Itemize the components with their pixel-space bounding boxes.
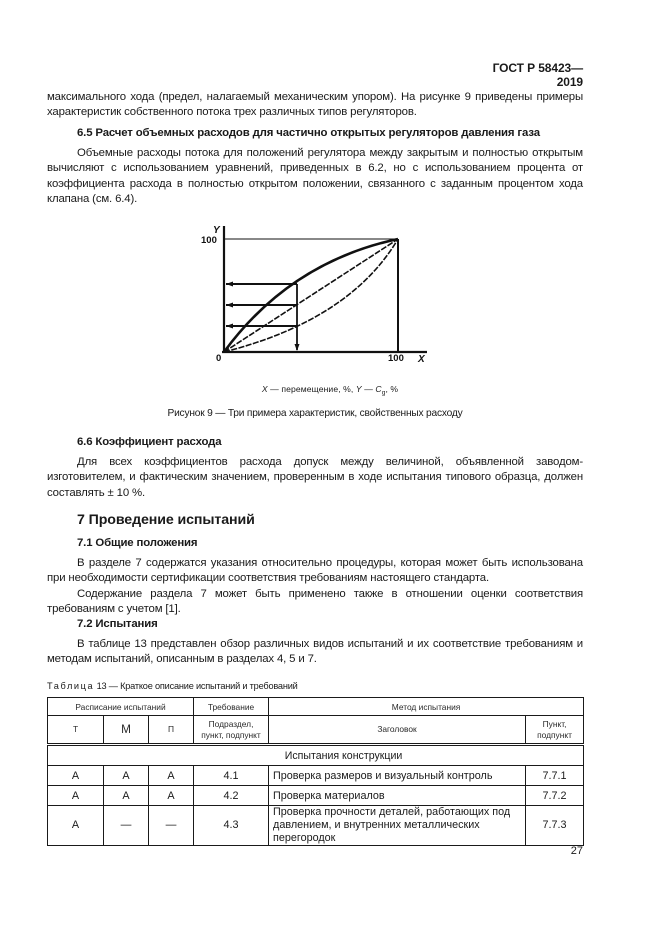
- table-title: [47, 681, 298, 691]
- heading-7: 7 Проведение испытаний: [77, 512, 255, 528]
- header-col-title: Заголовок: [269, 716, 526, 745]
- document-code: ГОСТ Р 58423—2019: [492, 61, 583, 89]
- header-col-subsection: Подраздел, пункт, подпункт: [194, 716, 269, 745]
- paragraph-6-5: Объемные расходы потока для положений регулятора между закрытым и полностью открытым вычисляют с использованием уравнений, приведенных в 6.2, но с использованием процента от коэффициента расхода в полностью открытом положении, связанного с заданным процентом хода клапана (см. 6.4).: [47, 147, 583, 206]
- cell-m: А: [104, 766, 149, 786]
- cell-p: —: [149, 806, 194, 846]
- paragraph-6-6: Для всех коэффициентов расхода допуск между величиной, объявленной заводом-изготовителем, и фактическим значением, проверенным в ходе испытания типового образца, должен составлять ± 10 %.: [47, 456, 583, 499]
- cell-requirement: 4.2: [194, 786, 269, 806]
- cell-clause: 7.7.1: [526, 766, 584, 786]
- table-title-prefix: Таблица: [47, 681, 95, 691]
- y-tick-100: 100: [201, 235, 217, 246]
- figure-caption: Рисунок 9 — Три примера характеристик, свойственных расходу: [167, 408, 463, 419]
- table-title-text: 13 — Краткое описание испытаний и требований: [94, 681, 298, 691]
- cell-p: А: [149, 786, 194, 806]
- header-schedule: Расписание испытаний: [48, 698, 194, 716]
- cell-clause: 7.7.2: [526, 786, 584, 806]
- x-tick-100: 100: [388, 353, 404, 364]
- heading-6-5: 6.5 Расчет объемных расходов для частично открытых регуляторов давления газа: [77, 127, 540, 139]
- origin-tick: 0: [216, 353, 222, 364]
- table-row: [48, 786, 584, 806]
- cell-m: —: [104, 806, 149, 846]
- header-col-m: М: [104, 716, 149, 745]
- table-row: [48, 766, 584, 786]
- legend-x-desc: — перемещение, %,: [267, 384, 356, 394]
- header-col-t: Т: [48, 716, 104, 745]
- cell-requirement: 4.1: [194, 766, 269, 786]
- x-axis-label: X: [418, 354, 425, 365]
- header-col-p: П: [149, 716, 194, 745]
- header-col-clause: Пункт, подпункт: [526, 716, 584, 745]
- intro-paragraph: максимального хода (предел, налагаемый механическим упором). На рисунке 9 приведены примеры характеристик собственного потока трех различных типов регуляторов.: [47, 91, 583, 119]
- cell-title: Проверка размеров и визуальный контроль: [269, 766, 526, 786]
- cell-title: Проверка материалов: [269, 786, 526, 806]
- figure-legend: [200, 384, 460, 397]
- heading-7-2: 7.2 Испытания: [77, 618, 158, 630]
- heading-6-6: 6.6 Коэффициент расхода: [77, 436, 222, 448]
- cell-m: А: [104, 786, 149, 806]
- legend-c-symbol: C: [375, 384, 382, 394]
- legend-x-symbol: X: [261, 384, 268, 394]
- paragraph-7-1-b: Содержание раздела 7 может быть применено также в отношении оценки соответствия требованиям с учетом [1].: [47, 588, 583, 616]
- flow-characteristic-chart: [195, 218, 445, 376]
- table-header-row-2: [48, 716, 584, 745]
- legend-c-subscript: g: [381, 389, 386, 397]
- legend-y-dash: —: [361, 384, 376, 394]
- legend-unit: , %: [385, 384, 399, 394]
- table-header-row-1: [48, 698, 584, 716]
- legend-y-symbol: Y: [355, 384, 362, 394]
- page-number: 27: [570, 845, 583, 857]
- paragraph-7-1-a: В разделе 7 содержатся указания относительно процедуры, которая может быть использована при необходимости сертификации соответствия требованиям настоящего стандарта.: [47, 557, 583, 585]
- table-group-row: [48, 745, 584, 766]
- paragraph-7-2: В таблице 13 представлен обзор различных видов испытаний и их соответствие требованиям и методам испытаний, описанным в разделах 4, 5 и 7.: [47, 638, 583, 666]
- cell-requirement: 4.3: [194, 806, 269, 846]
- header-method: Метод испытания: [269, 698, 584, 716]
- heading-7-1: 7.1 Общие положения: [77, 537, 198, 549]
- y-axis-label: Y: [213, 225, 220, 236]
- cell-t: А: [48, 786, 104, 806]
- requirements-table: [47, 697, 584, 846]
- group-label: Испытания конструкции: [48, 745, 584, 766]
- cell-p: А: [149, 766, 194, 786]
- cell-clause: 7.7.3: [526, 806, 584, 846]
- cell-title: Проверка прочности деталей, работающих под давлением, и внутренних металлических перегородок: [269, 806, 526, 846]
- table-row: [48, 806, 584, 846]
- cell-t: А: [48, 766, 104, 786]
- header-requirement: Требование: [194, 698, 269, 716]
- figure-9: [195, 218, 445, 376]
- cell-t: А: [48, 806, 104, 846]
